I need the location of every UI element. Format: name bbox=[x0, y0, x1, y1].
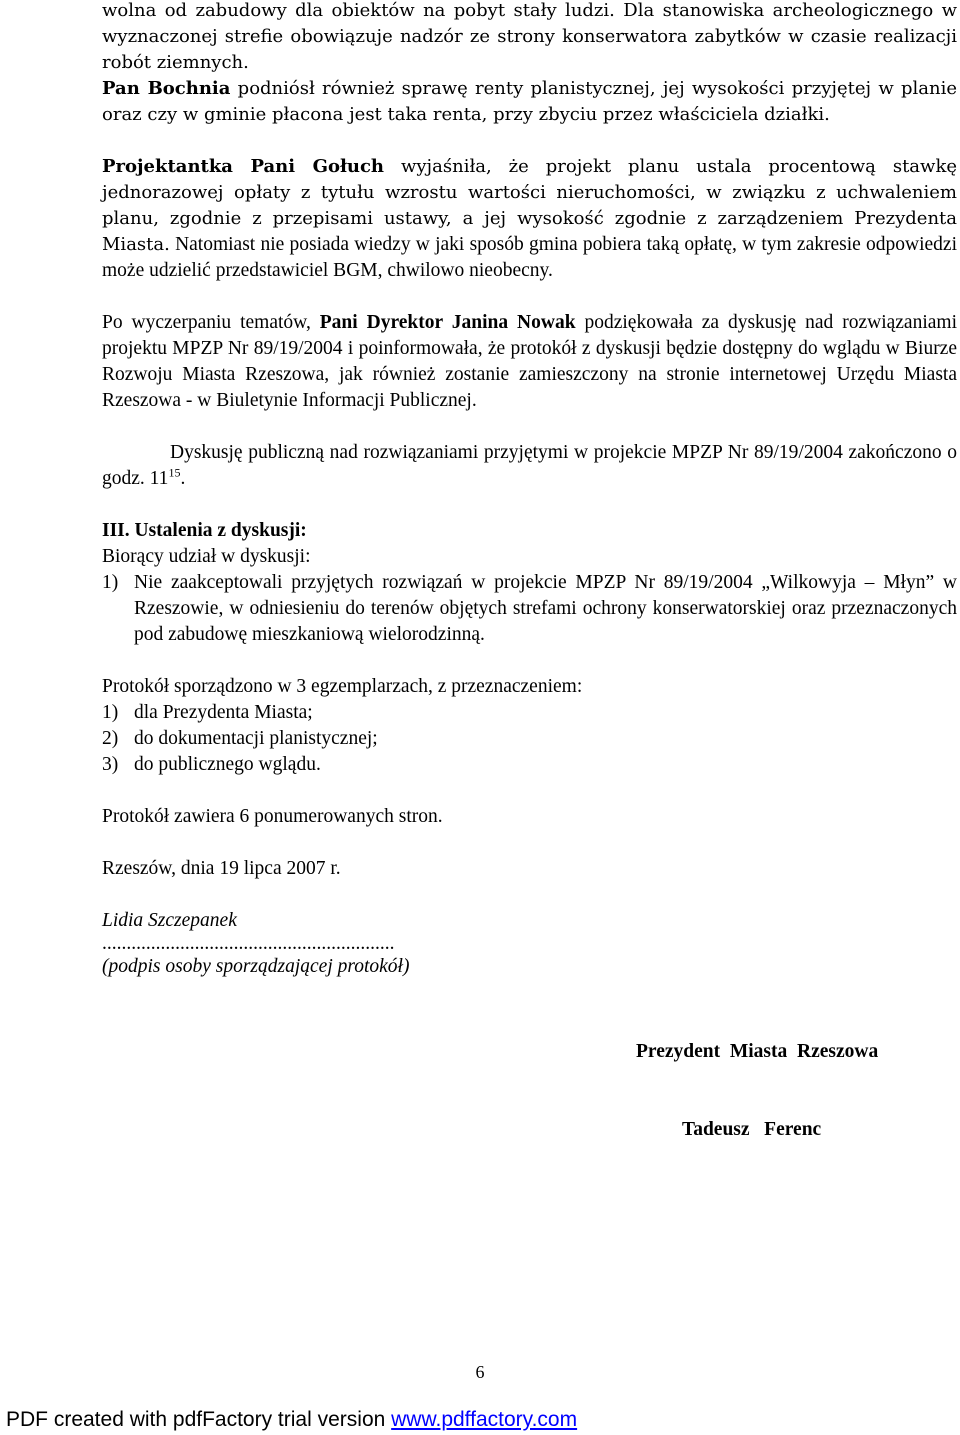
list-item bbox=[102, 570, 957, 648]
paragraph-4 bbox=[102, 310, 957, 414]
paragraph-4-text: podziękowała za dyskusję nad rozwiązaniami projektu MPZP Nr 89/19/2004 i poinformowała, że protokół z dyskusji będzie dostępny do wglądu w Biurze Rozwoju Miasta Rzeszowa, jak również zostanie zamieszczony na stronie internetowej Urzędu Miasta Rzeszowa - w Biuletynie Informacji Publicznej. bbox=[102, 312, 957, 411]
list-item bbox=[102, 726, 957, 752]
signer-name-text: Lidia Szczepanek bbox=[102, 910, 237, 931]
page-count bbox=[102, 804, 957, 830]
president-name bbox=[682, 1119, 821, 1141]
closing-period: . bbox=[180, 468, 186, 489]
copies-list bbox=[102, 700, 957, 778]
list-item-text: do dokumentacji planistycznej; bbox=[134, 728, 378, 749]
speaker-name: Pan Bochnia bbox=[102, 78, 231, 99]
list-item-number: 2) bbox=[102, 728, 119, 749]
page-count-text: Protokół zawiera 6 ponumerowanych stron. bbox=[102, 806, 443, 827]
section-3-intro-text: Biorący udział w dyskusji: bbox=[102, 546, 311, 567]
director-name: Pani Dyrektor Janina Nowak bbox=[319, 312, 576, 333]
list-item bbox=[102, 700, 957, 726]
paragraph-1-text: wolna od zabudowy dla obiektów na pobyt stały ludzi. Dla stanowiska archeologicznego w wyznaczonej strefie obowiązuje nadzór ze strony konserwatora zabytków w czasie realizacji robót ziemnych. bbox=[102, 0, 957, 73]
closing-text: Dyskusję publiczną nad rozwiązaniami przyjętymi w projekcie MPZP Nr 89/19/2004 zakończono o godz. 11 bbox=[102, 442, 957, 489]
paragraph-3 bbox=[102, 154, 957, 284]
signature-caption-text: (podpis osoby sporządzającej protokół) bbox=[102, 956, 410, 977]
signer-name bbox=[102, 908, 957, 934]
president-title-text: Prezydent Miasta Rzeszowa bbox=[636, 1041, 879, 1062]
protocol-intro-text: Protokół sporządzono w 3 egzemplarzach, z przeznaczeniem: bbox=[102, 676, 583, 697]
paragraph-5 bbox=[102, 440, 957, 492]
list-item-text: dla Prezydenta Miasta; bbox=[134, 702, 313, 723]
place-date bbox=[102, 856, 957, 882]
paragraph-2 bbox=[102, 76, 957, 128]
page-number-text: 6 bbox=[475, 1362, 485, 1382]
document-page bbox=[102, 0, 957, 980]
paragraph-1 bbox=[102, 0, 957, 76]
paragraph-3-text: wyjaśniła, że projekt planu ustala procentową stawkę jednorazowej opłaty z tytułu wzrostu wartości nieruchomości, w związku z uchwaleniem planu, zgodnie z przepisami ustawy, a jej wysokość zgodnie z zarządzeniem Prezydenta Miasta. bbox=[102, 156, 957, 255]
list-item-number: 1) bbox=[102, 702, 119, 723]
page-number bbox=[0, 1362, 960, 1383]
place-date-text: Rzeszów, dnia 19 lipca 2007 r. bbox=[102, 858, 341, 879]
speaker-name: Projektantka Pani Gołuch bbox=[102, 156, 385, 177]
protocol-intro bbox=[102, 674, 957, 700]
pdf-footer bbox=[6, 1408, 577, 1432]
paragraph-4-start: Po wyczerpaniu tematów, bbox=[102, 312, 320, 333]
section-3-intro bbox=[102, 544, 957, 570]
list-item-number: 1) bbox=[102, 572, 119, 593]
president-title bbox=[636, 1041, 878, 1063]
footer-text: PDF created with pdfFactory trial version bbox=[6, 1408, 392, 1431]
list-item-number: 3) bbox=[102, 754, 119, 775]
list-item-text: Nie zaakceptowali przyjętych rozwiązań w projekcie MPZP Nr 89/19/2004 „Wilkowyja – Młyn” w Rzeszowie, w odniesieniu do terenów objętych strefami ochrony konserwatorskiej oraz przeznaczonych pod zabudowę mieszkaniową wielorodzinną. bbox=[134, 572, 957, 645]
signature-caption bbox=[102, 954, 957, 980]
footer-link[interactable]: www.pdffactory.com bbox=[391, 1408, 578, 1431]
signature-line bbox=[102, 934, 957, 954]
closing-time-minutes: 15 bbox=[168, 465, 181, 480]
findings-list bbox=[102, 570, 957, 648]
president-name-text: Tadeusz Ferenc bbox=[682, 1119, 822, 1140]
list-item bbox=[102, 752, 957, 778]
section-3-heading bbox=[102, 518, 957, 544]
list-item-text: do publicznego wglądu. bbox=[134, 754, 321, 775]
paragraph-2-text: podniósł również sprawę renty planistycznej, jej wysokości przyjętej w planie oraz czy w gminie płacona jest taka renta, przy zbyciu przez właściciela działki. bbox=[102, 78, 957, 125]
section-3-title: III. Ustalenia z dyskusji: bbox=[102, 520, 307, 541]
signature-dots: ............................................................ bbox=[102, 933, 395, 954]
paragraph-3-tail: Natomiast nie posiada wiedzy w jaki sposób gmina pobiera taką opłatę, w tym zakresie odpowiedzi może udzielić przedstawiciel BGM, chwilowo nieobecny. bbox=[102, 234, 957, 281]
